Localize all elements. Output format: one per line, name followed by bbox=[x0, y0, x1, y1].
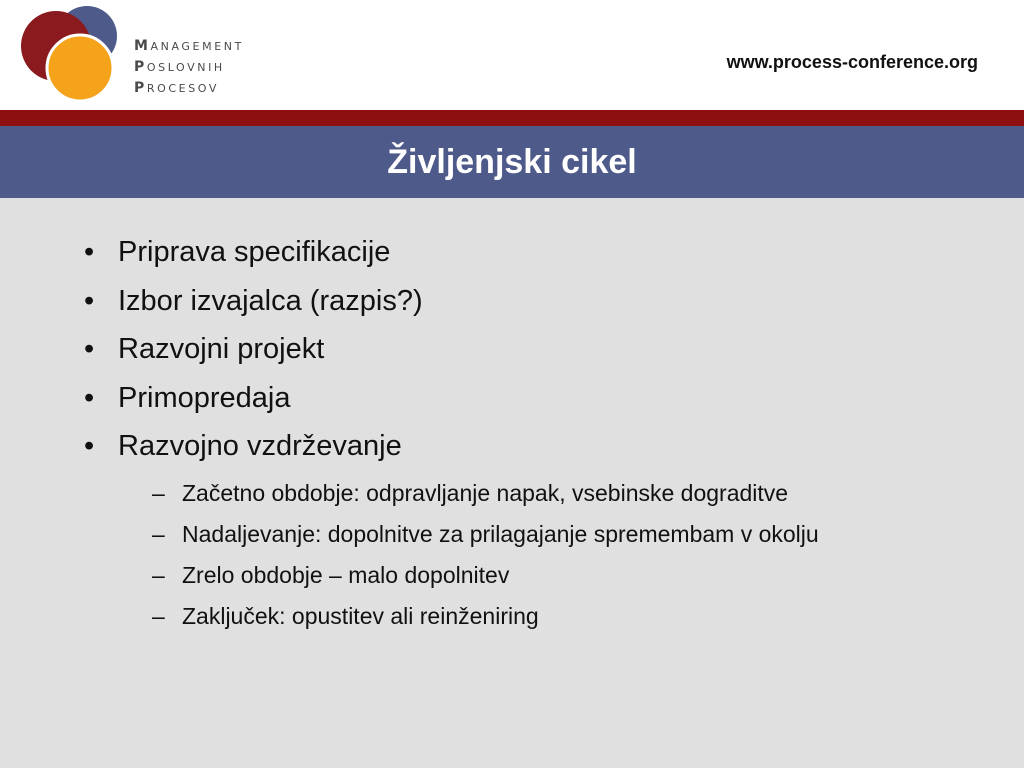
sub-bullet-item bbox=[150, 473, 1008, 514]
sub-bullet-text: Zrelo obdobje – malo dopolnitev bbox=[182, 561, 510, 588]
website-url[interactable]: www.process-conference.org bbox=[726, 52, 978, 72]
bullet-text: Izbor izvajalca (razpis?) bbox=[118, 284, 423, 317]
logo-line-procesov: PROCESOV bbox=[134, 80, 219, 96]
logo-wordmark bbox=[134, 36, 244, 99]
conference-logo bbox=[18, 4, 122, 106]
sub-bullet-text: Nadaljevanje: dopolnitve za prilagajanje spremembam v okolju bbox=[182, 520, 819, 547]
bullet-text: Primopredaja bbox=[118, 381, 291, 414]
bullet-icon: • bbox=[84, 333, 95, 365]
bullet-icon: • bbox=[84, 236, 95, 268]
sub-bullet-text: Zaključek: opustitev ali reinženiring bbox=[182, 602, 539, 629]
sub-bullet-list bbox=[150, 473, 1008, 637]
sub-bullet-item bbox=[150, 555, 1008, 596]
bullet-text: Razvojno vzdrževanje bbox=[118, 430, 402, 462]
header bbox=[0, 0, 1024, 110]
bullet-text: Razvojni projekt bbox=[118, 333, 325, 365]
dash-icon: – bbox=[152, 520, 165, 547]
logo-line-poslovnih: POSLOVNIH bbox=[134, 59, 225, 75]
logo-circle-orange bbox=[47, 35, 113, 101]
title-bar bbox=[0, 126, 1024, 198]
bullet-icon: • bbox=[84, 284, 95, 317]
sub-bullet-item bbox=[150, 596, 1008, 637]
bullet-text: Priprava specifikacije bbox=[118, 236, 391, 268]
dash-icon: – bbox=[152, 602, 165, 629]
bullet-item bbox=[78, 228, 1008, 277]
bullet-icon: • bbox=[84, 381, 95, 414]
bullet-item bbox=[78, 422, 1008, 637]
bullet-list bbox=[78, 228, 1008, 637]
bullet-item bbox=[78, 277, 1008, 326]
logo-line-management: MANAGEMENT bbox=[134, 38, 244, 54]
dash-icon: – bbox=[152, 479, 165, 506]
dash-icon: – bbox=[152, 561, 165, 588]
bullet-icon: • bbox=[84, 430, 95, 462]
red-divider-band bbox=[0, 110, 1024, 126]
sub-bullet-item bbox=[150, 514, 1008, 555]
slide-content bbox=[0, 198, 1024, 768]
bullet-item bbox=[78, 374, 1008, 423]
slide-title: Življenjski cikel bbox=[387, 142, 637, 181]
sub-bullet-text: Začetno obdobje: odpravljanje napak, vsebinske dograditve bbox=[182, 479, 789, 506]
logo-circles-icon bbox=[18, 4, 122, 106]
bullet-item bbox=[78, 325, 1008, 374]
